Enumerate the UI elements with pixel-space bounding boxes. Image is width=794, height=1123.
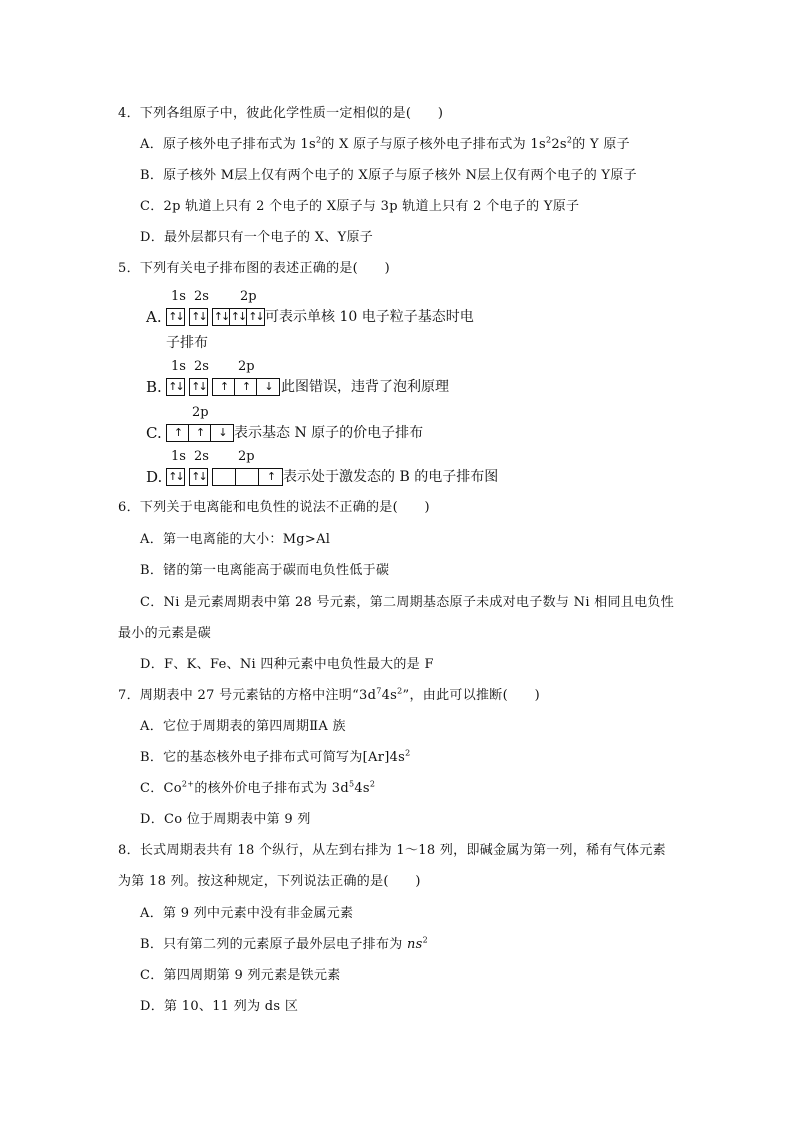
q4-option-c: C．2p 轨道上只有 2 个电子的 X原子与 3p 轨道上只有 2 个电子的 Y原子 bbox=[140, 199, 580, 214]
orbital-label-2p: 2p bbox=[238, 449, 255, 464]
orbital-label-1s: 1s bbox=[171, 449, 186, 464]
q7-option-a: A．它位于周期表的第四周期ⅡA 族 bbox=[140, 719, 346, 734]
q4-option-d: D．最外层都只有一个电子的 X、Y原子 bbox=[140, 230, 374, 245]
q5-option-b-diagram bbox=[146, 360, 546, 400]
orbital-box-1s: ↑↓ bbox=[166, 378, 185, 396]
q8-stem: 8．长式周期表共有 18 个纵行，从左到右排为 1～18 列，即碱金属为第一列，稀有气体元素 bbox=[118, 843, 666, 858]
orbital-box-2p: ↑ ↑ ↓ bbox=[212, 378, 280, 396]
q5-option-a-text-cont: 子排布 bbox=[166, 335, 208, 351]
orbital-box-1s: ↑↓ bbox=[166, 468, 185, 486]
orbital-box-2p: ↑↓ ↑↓ ↑↓ bbox=[212, 308, 265, 326]
orbital-label-2p: 2p bbox=[192, 405, 209, 420]
q7-option-b: B．它的基态核外电子排布式可简写为$[Ar]4s^2$ bbox=[140, 748, 411, 765]
q4-stem: 4．下列各组原子中，彼此化学性质一定相似的是( ) bbox=[118, 106, 444, 121]
orbital-label-1s: 1s bbox=[171, 359, 186, 374]
option-text: 表示处于激发态的 B 的电子排布图 bbox=[283, 469, 499, 485]
option-text: 表示基态 N 原子的价电子排布 bbox=[234, 425, 424, 441]
orbital-label-2p: 2p bbox=[240, 289, 257, 304]
orbital-label-2s: 2s bbox=[194, 359, 209, 374]
q6-option-d: D．F、K、Fe、Ni 四种元素中电负性最大的是 F bbox=[140, 657, 434, 672]
q6-option-a: A．第一电离能的大小：Mg>Al bbox=[140, 532, 331, 547]
q8-option-b: B．只有第二列的元素原子最外层电子排布为 $ns^2$ bbox=[140, 935, 429, 952]
q5-option-a-diagram bbox=[146, 290, 546, 330]
q7-option-d: D．Co 位于周期表中第 9 列 bbox=[140, 812, 311, 827]
q8-option-c: C．第四周期第 9 列元素是铁元素 bbox=[140, 968, 341, 983]
q7-stem: 7．周期表中 27 号元素钴的方格中注明“$3d^74s^2$”，由此可以推断( ) bbox=[118, 686, 540, 703]
q6-option-c-cont: 最小的元素是碳 bbox=[118, 626, 212, 641]
option-letter: C. bbox=[146, 424, 162, 442]
q4-option-a: A．原子核外电子排布式为 $1s^2$的 X 原子与原子核外电子排布式为 $1s^22s^2$的 Y 原子 bbox=[140, 135, 630, 152]
q8-option-d: D．第 10、11 列为 ds 区 bbox=[140, 999, 299, 1014]
orbital-box-1s: ↑↓ bbox=[166, 308, 185, 326]
orbital-label-1s: 1s bbox=[171, 289, 186, 304]
orbital-box-2p: ↑ ↑ ↓ bbox=[166, 424, 234, 442]
orbital-box-2s: ↑↓ bbox=[189, 468, 208, 486]
orbital-box-2p: ↑ bbox=[212, 468, 283, 486]
option-letter: B. bbox=[146, 378, 162, 396]
q8-option-a: A．第 9 列中元素中没有非金属元素 bbox=[140, 906, 354, 921]
orbital-box-2s: ↑↓ bbox=[189, 308, 208, 326]
q5-option-c-diagram bbox=[146, 406, 546, 446]
q6-option-b: B．锗的第一电离能高于碳而电负性低于碳 bbox=[140, 563, 390, 578]
q5-stem: 5．下列有关电子排布图的表述正确的是( ) bbox=[118, 261, 391, 276]
q6-option-c: C．Ni 是元素周期表中第 28 号元素，第二周期基态原子未成对电子数与 Ni 相同且电负性 bbox=[140, 595, 675, 610]
q6-stem: 6．下列关于电离能和电负性的说法不正确的是( ) bbox=[118, 500, 430, 515]
q8-stem-cont: 为第 18 列。按这种规定，下列说法正确的是( ) bbox=[118, 874, 421, 889]
orbital-label-2s: 2s bbox=[194, 449, 209, 464]
option-letter: D. bbox=[146, 468, 163, 486]
option-text: 此图错误，违背了泡利原理 bbox=[281, 379, 449, 395]
orbital-label-2p: 2p bbox=[238, 359, 255, 374]
option-letter: A. bbox=[146, 308, 162, 326]
q4-option-b: B．原子核外 M层上仅有两个电子的 X原子与原子核外 N层上仅有两个电子的 Y原子 bbox=[140, 168, 637, 183]
q5-option-d-diagram bbox=[146, 450, 546, 490]
orbital-label-2s: 2s bbox=[194, 289, 209, 304]
q7-option-c: C．$Co^{2+}$的核外价电子排布式为 $3d^54s^2$ bbox=[140, 779, 376, 796]
option-text: 可表示单核 10 电子粒子基态时电 bbox=[265, 309, 474, 325]
orbital-box-2s: ↑↓ bbox=[189, 378, 208, 396]
